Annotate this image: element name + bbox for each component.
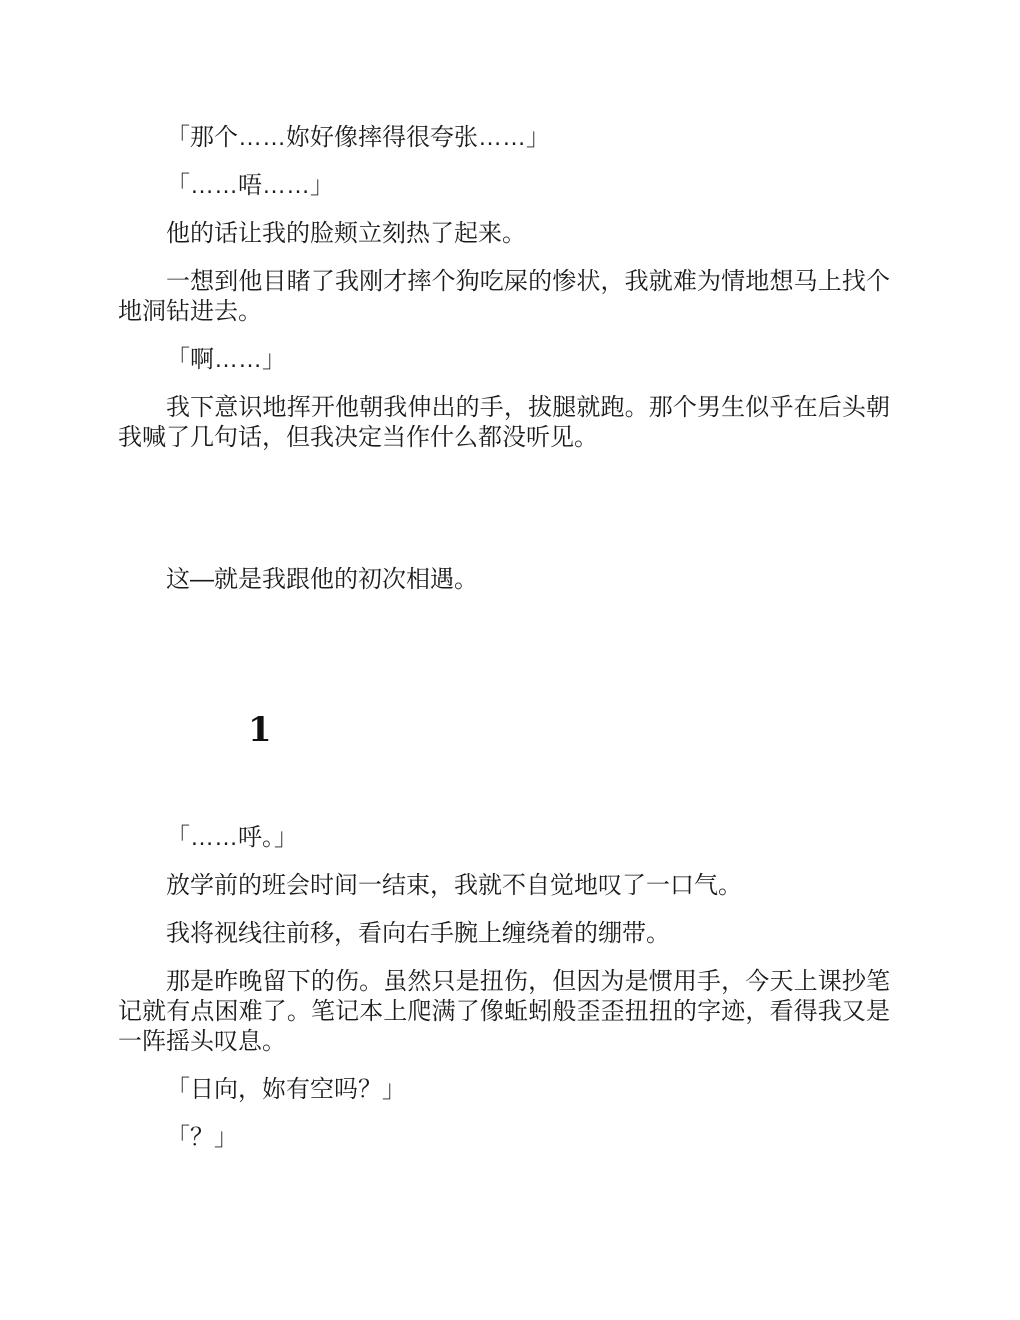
paragraph-dialogue: 「啊……」	[166, 346, 286, 373]
chapter-number-heading: 1	[248, 710, 272, 750]
paragraph-narration: 放学前的班会时间一结束，我就不自觉地叹了一口气。	[166, 872, 742, 899]
paragraph-dialogue: 「那个……妳好像摔得很夸张……」	[166, 124, 550, 151]
paragraph-narration: 我下意识地挥开他朝我伸出的手，拔腿就跑。那个男生似乎在后头朝我喊了几句话，但我决定当作什么都没听见。	[118, 394, 890, 451]
paragraph-dialogue: 「……唔……」	[166, 172, 334, 199]
paragraph-dialogue: 「……呼。」	[166, 824, 298, 851]
paragraph-narration: 那是昨晚留下的伤。虽然只是扭伤，但因为是惯用手，今天上课抄笔记就有点困难了。笔记本上爬满了像蚯蚓般歪歪扭扭的字迹，看得我又是一阵摇头叹息。	[118, 968, 890, 1055]
paragraph-dialogue: 「日向，妳有空吗？」	[166, 1076, 406, 1103]
paragraph-narration: 他的话让我的脸颊立刻热了起来。	[166, 220, 526, 247]
paragraph-narration: 一想到他目睹了我刚才摔个狗吃屎的惨状，我就难为情地想马上找个地洞钻进去。	[118, 268, 890, 325]
paragraph-dialogue: 「？」	[166, 1124, 238, 1151]
paragraph-narration: 我将视线往前移，看向右手腕上缠绕着的绷带。	[166, 920, 670, 947]
paragraph-scene-break-line: 这—就是我跟他的初次相遇。	[166, 566, 478, 593]
